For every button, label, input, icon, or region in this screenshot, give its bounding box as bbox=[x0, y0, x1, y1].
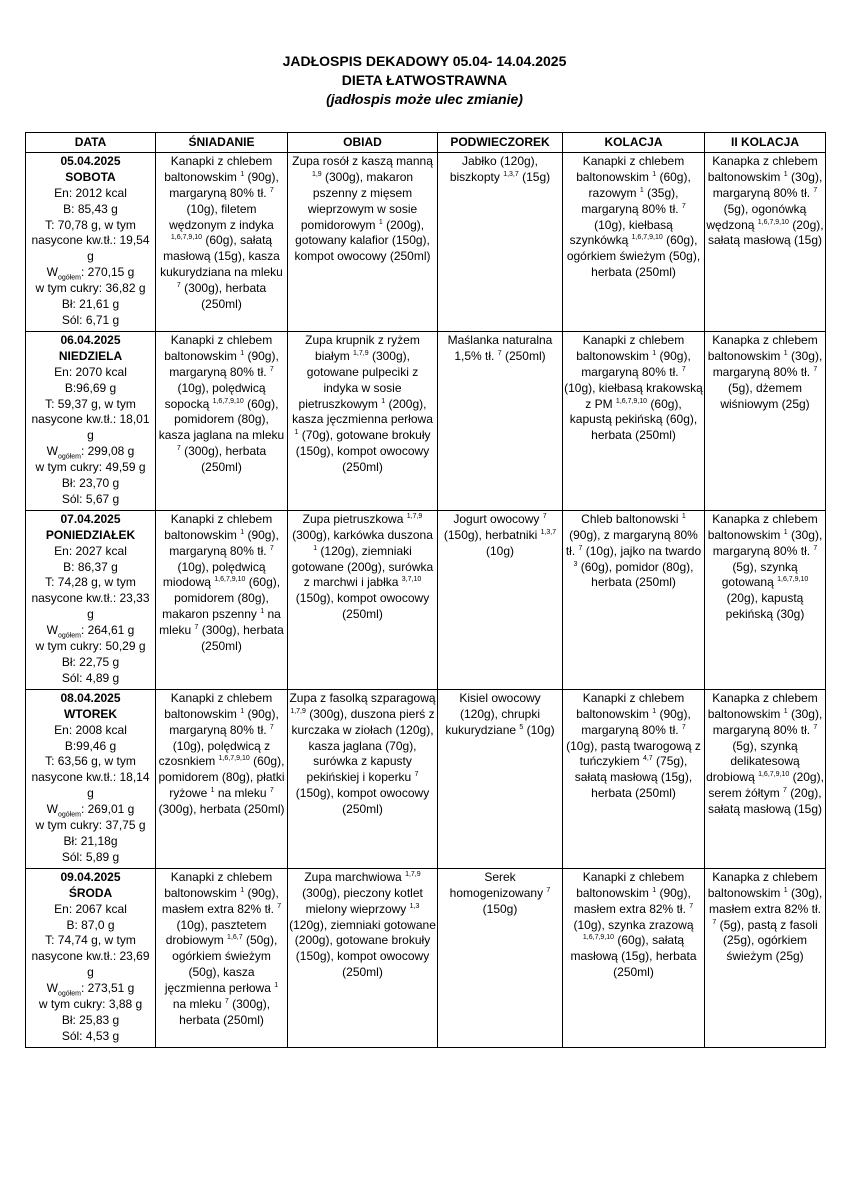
carbs-value bbox=[27, 444, 154, 460]
allergen-code: 7 bbox=[224, 998, 229, 1006]
allergen-code: 1,6,7,9,10 bbox=[214, 576, 246, 584]
allergen-code: 1 bbox=[783, 170, 788, 178]
col-header-dinner: KOLACJA bbox=[563, 133, 705, 153]
allergen-code: 1,7,9 bbox=[290, 707, 306, 715]
col-header-snack: PODWIECZOREK bbox=[438, 133, 563, 153]
carbs-value bbox=[27, 802, 154, 818]
day-summary-cell bbox=[26, 689, 156, 868]
fiber-value: Bł: 23,70 g bbox=[61, 476, 120, 491]
day-name: SOBOTA bbox=[65, 169, 116, 184]
dinner-cell: Chleb baltonowski $^1$ (90g), z margaryną 80% tł. $^7$ (10g), jajko na twardo $^3$ (60g), pomidor (80g), herbata (250ml) bbox=[563, 510, 705, 689]
sugars-value: w tym cukry: 3,88 g bbox=[38, 997, 143, 1012]
sugars-value: w tym cukry: 36,82 g bbox=[35, 281, 146, 296]
carbs-prefix: W bbox=[46, 265, 58, 280]
allergen-code: 7 bbox=[542, 512, 547, 520]
protein-value: B:96,69 g bbox=[64, 380, 117, 395]
allergen-code: 7 bbox=[813, 186, 818, 194]
protein-value: B: 85,43 g bbox=[63, 201, 118, 216]
allergen-code: 7 bbox=[269, 186, 274, 194]
allergen-code: 7 bbox=[681, 723, 686, 731]
allergen-code: 1,6,7,9,10 bbox=[777, 576, 809, 584]
allergen-code: 7 bbox=[176, 445, 181, 453]
allergen-code: 7 bbox=[497, 349, 502, 357]
fiber-value: Bł: 21,18g bbox=[63, 833, 118, 848]
fat-value: T: 74,74 g, w tym bbox=[45, 933, 136, 948]
breakfast-cell: Kanapki z chlebem baltonowskim $^1$ (90g), masłem extra 82% tł. $^7$ (10g), pasztetem drobiowym $^{1,6,7}$ (50g), ogórkiem świeżym (50g), kasza jęczmienna perłowa $^1$ na mleku $^7$ (300g), herbata (250ml) bbox=[156, 868, 288, 1047]
carbs-prefix: W bbox=[46, 623, 58, 638]
allergen-code: 7 bbox=[414, 771, 419, 779]
breakfast-cell: Kanapki z chlebem baltonowskim $^1$ (90g), margaryną 80% tł. $^7$ (10g), polędwicą miodową $^{1,6,7,9,10}$ (60g), pomidorem (80g), makaron pszenny $^1$ na mleku $^7$ (300g), herbata (250ml) bbox=[156, 510, 288, 689]
second-dinner-cell: Kanapka z chlebem baltonowskim $^1$ (30g), margaryną 80% tł. $^7$ (5g), ogonówką wędzoną $^{1,6,7,9,10}$ (20g), sałatą masłową (15g) bbox=[705, 152, 826, 331]
snack-cell: Jabłko (120g), biszkopty $^{1,3,7}$ (15g) bbox=[438, 152, 563, 331]
sugars-value: w tym cukry: 37,75 g bbox=[35, 818, 146, 833]
allergen-code: 7 bbox=[578, 544, 583, 552]
allergen-code: 1 bbox=[240, 170, 245, 178]
salt-value: Sól: 5,89 g bbox=[61, 849, 120, 864]
day-date: 08.04.2025 bbox=[60, 690, 121, 705]
salt-value: Sól: 6,71 g bbox=[61, 312, 120, 327]
day-date: 09.04.2025 bbox=[60, 869, 121, 884]
allergen-code: 1 bbox=[783, 528, 788, 536]
sugars-value: w tym cukry: 50,29 g bbox=[35, 639, 146, 654]
carbs-amount: : 270,15 g bbox=[80, 265, 135, 280]
allergen-code: 7 bbox=[269, 544, 274, 552]
allergen-code: 1 bbox=[378, 218, 383, 226]
salt-value: Sól: 4,53 g bbox=[61, 1028, 120, 1043]
allergen-code: 1 bbox=[240, 707, 245, 715]
day-name: ŚRODA bbox=[68, 885, 113, 900]
allergen-code: 1 bbox=[783, 349, 788, 357]
allergen-code: 3,7,10 bbox=[401, 576, 422, 584]
allergen-code: 1,6,7,9,10 bbox=[615, 397, 648, 405]
day-name: NIEDZIELA bbox=[58, 348, 123, 363]
carbs-subscript: ogółem bbox=[57, 453, 81, 461]
breakfast-cell: Kanapki z chlebem baltonowskim $^1$ (90g), margaryną 80% tł. $^7$ (10g), polędwicą sopocką $^{1,6,7,9,10}$ (60g), pomidorem (80g), kasza jaglana na mleku $^7$ (300g), herbata (250ml) bbox=[156, 331, 288, 510]
carbs-subscript: ogółem bbox=[57, 811, 81, 819]
allergen-code: 1 bbox=[240, 886, 245, 894]
protein-value: B: 87,0 g bbox=[66, 917, 115, 932]
sugars-value: w tym cukry: 49,59 g bbox=[35, 460, 146, 475]
carbs-amount: : 299,08 g bbox=[80, 444, 135, 459]
protein-value: B: 86,37 g bbox=[63, 559, 118, 574]
allergen-code: 1,6,7,9,10 bbox=[582, 934, 615, 942]
allergen-code: 1,3,7 bbox=[540, 528, 557, 536]
allergen-code: 7 bbox=[277, 902, 282, 910]
carbs-amount: : 273,51 g bbox=[80, 981, 135, 996]
menu-title: JADŁOSPIS DEKADOWY 05.04- 14.04.2025 bbox=[282, 53, 567, 69]
allergen-code: 1 bbox=[652, 170, 657, 178]
day-summary-cell bbox=[26, 331, 156, 510]
dinner-cell: Kanapki z chlebem baltonowskim $^1$ (60g), razowym $^1$ (35g), margaryną 80% tł. $^7$ (10g), kiełbasą szynkówką $^{1,6,7,9,10}$ (60g), ogórkiem świeżym (50g), herbata (250ml) bbox=[563, 152, 705, 331]
allergen-code: 7 bbox=[269, 723, 274, 731]
allergen-code: 5 bbox=[519, 723, 524, 731]
lunch-cell: Zupa krupnik z ryżem białym $^{1,7,9}$ (300g), gotowane pulpeciki z indyka w sosie pietruszkowym $^1$ (200g), kasza jęczmienna perłowa $^1$ (70g), gotowane brokuły (150g), kompot owocowy (250ml) bbox=[288, 331, 438, 510]
allergen-code: 3 bbox=[573, 560, 578, 568]
fiber-value: Bł: 21,61 g bbox=[61, 297, 120, 312]
carbs-subscript: ogółem bbox=[57, 632, 81, 640]
energy-value: En: 2012 kcal bbox=[54, 185, 127, 200]
snack-cell: Jogurt owocowy $^7$ (150g), herbatniki $^{1,3,7}$ (10g) bbox=[438, 510, 563, 689]
allergen-code: 7 bbox=[681, 202, 686, 210]
allergen-code: 7 bbox=[813, 365, 818, 373]
second-dinner-cell: Kanapka z chlebem baltonowskim $^1$ (30g), masłem extra 82% tł. $^7$ (5g), pastą z fasoli (25g), ogórkiem świeżym (25g) bbox=[705, 868, 826, 1047]
allergen-code: 1,7,9 bbox=[406, 512, 423, 520]
allergen-code: 1,6,7,9,10 bbox=[757, 218, 789, 226]
allergen-code: 1 bbox=[313, 544, 318, 552]
allergen-code: 1 bbox=[294, 429, 299, 437]
col-header-second-dinner: II KOLACJA bbox=[705, 133, 826, 153]
fat-value: T: 74,28 g, w tym bbox=[45, 575, 136, 590]
carbs-value bbox=[27, 265, 154, 281]
energy-value: En: 2070 kcal bbox=[54, 364, 127, 379]
carbs-prefix: W bbox=[46, 444, 58, 459]
change-note: (jadłospis może ulec zmianie) bbox=[326, 91, 523, 107]
carbs-subscript: ogółem bbox=[57, 274, 81, 282]
allergen-code: 4,7 bbox=[642, 755, 653, 763]
table-row bbox=[26, 152, 826, 331]
allergen-code: 7 bbox=[269, 787, 274, 795]
carbs-value bbox=[27, 981, 154, 997]
table-row bbox=[26, 689, 826, 868]
carbs-subscript: ogółem bbox=[57, 990, 81, 998]
salt-value: Sól: 4,89 g bbox=[61, 670, 120, 685]
fiber-value: Bł: 22,75 g bbox=[61, 655, 120, 669]
energy-value: En: 2027 kcal bbox=[54, 543, 127, 558]
allergen-code: 1 bbox=[652, 349, 657, 357]
day-name: PONIEDZIAŁEK bbox=[45, 527, 136, 542]
dinner-cell: Kanapki z chlebem baltonowskim $^1$ (90g), margaryną 80% tł. $^7$ (10g), pastą twarogową z tuńczykiem $^{4,7}$ (75g), sałatą masłową (15g), herbata (250ml) bbox=[563, 689, 705, 868]
table-row bbox=[26, 331, 826, 510]
menu-table bbox=[25, 132, 826, 1048]
energy-value: En: 2067 kcal bbox=[54, 901, 127, 916]
allergen-code: 1 bbox=[652, 707, 657, 715]
dinner-cell: Kanapki z chlebem baltonowskim $^1$ (90g), margaryną 80% tł. $^7$ (10g), kiełbasą krakowską z PM $^{1,6,7,9,10}$ (60g), kapustą pekińską (60g), herbata (250ml) bbox=[563, 331, 705, 510]
day-name: WTOREK bbox=[63, 706, 118, 721]
allergen-code: 1,6,7 bbox=[227, 934, 243, 942]
allergen-code: 7 bbox=[813, 544, 818, 552]
allergen-code: 7 bbox=[269, 365, 274, 373]
allergen-code: 1,3 bbox=[409, 902, 420, 910]
allergen-code: 1,6,7,9,10 bbox=[170, 234, 203, 242]
fat-value: T: 70,78 g, w tym bbox=[45, 217, 136, 232]
saturated-fat-value: nasycone kw.tł.: 23,33 g bbox=[31, 591, 150, 622]
allergen-code: 7 bbox=[681, 365, 686, 373]
allergen-code: 1 bbox=[274, 982, 279, 990]
allergen-code: 1,3,7 bbox=[503, 170, 519, 178]
carbs-value bbox=[27, 623, 154, 639]
allergen-code: 1,6,7,9,10 bbox=[758, 771, 790, 779]
allergen-code: 1 bbox=[240, 528, 245, 536]
snack-cell: Kisiel owocowy (120g), chrupki kukurydziane $^5$ (10g) bbox=[438, 689, 563, 868]
allergen-code: 7 bbox=[783, 787, 787, 795]
carbs-prefix: W bbox=[46, 981, 58, 996]
col-header-date: DATA bbox=[26, 133, 156, 153]
snack-cell: Serek homogenizowany $^7$ (150g) bbox=[438, 868, 563, 1047]
allergen-code: 1 bbox=[240, 349, 245, 357]
carbs-amount: : 264,61 g bbox=[80, 623, 135, 638]
day-date: 05.04.2025 bbox=[60, 153, 121, 168]
allergen-code: 1,6,7,9,10 bbox=[218, 755, 250, 763]
carbs-amount: : 269,01 g bbox=[80, 802, 135, 817]
day-summary-cell bbox=[26, 510, 156, 689]
allergen-code: 7 bbox=[546, 886, 551, 894]
day-summary-cell bbox=[26, 868, 156, 1047]
day-summary-cell bbox=[26, 152, 156, 331]
table-header-row bbox=[26, 133, 826, 153]
allergen-code: 1 bbox=[783, 886, 788, 894]
col-header-breakfast: ŚNIADANIE bbox=[156, 133, 288, 153]
allergen-code: 1 bbox=[210, 787, 215, 795]
document-header bbox=[0, 52, 849, 109]
allergen-code: 1 bbox=[783, 707, 788, 715]
saturated-fat-value: nasycone kw.tł.: 23,69 g bbox=[31, 949, 150, 980]
second-dinner-cell: Kanapka z chlebem baltonowskim $^1$ (30g), margaryną 80% tł. $^7$ (5g), dżemem wiśniowym (25g) bbox=[705, 331, 826, 510]
col-header-lunch: OBIAD bbox=[288, 133, 438, 153]
lunch-cell: Zupa rosół z kaszą manną $^{1,9}$ (300g), makaron pszenny z mięsem wieprzowym w sosie pomidorowym $^1$ (200g), gotowany kalafior (150g), kompot owocowy (250ml) bbox=[288, 152, 438, 331]
salt-value: Sól: 5,67 g bbox=[61, 491, 120, 506]
second-dinner-cell: Kanapka z chlebem baltonowskim $^1$ (30g), margaryną 80% tł. $^7$ (5g), szynką gotowaną $^{1,6,7,9,10}$ (20g), kapustą pekińską (30g) bbox=[705, 510, 826, 689]
table-row bbox=[26, 868, 826, 1047]
fat-value: T: 59,37 g, w tym bbox=[45, 396, 136, 411]
carbs-prefix: W bbox=[46, 802, 58, 817]
second-dinner-cell: Kanapka z chlebem baltonowskim $^1$ (30g), margaryną 80% tł. $^7$ (5g), szynką delikatesową drobiową $^{1,6,7,9,10}$ (20g), serem żółtym $^7$ (20g), sałatą masłową (15g) bbox=[705, 689, 826, 868]
day-date: 07.04.2025 bbox=[60, 511, 121, 526]
table-row bbox=[26, 510, 826, 689]
lunch-cell: Zupa marchwiowa $^{1,7,9}$ (300g), pieczony kotlet mielony wieprzowy $^{1,3}$ (120g), ziemniaki gotowane (200g), gotowane brokuły (150g), kompot owocowy (250ml) bbox=[288, 868, 438, 1047]
allergen-code: 1,6,7,9,10 bbox=[631, 234, 663, 242]
allergen-code: 1 bbox=[260, 608, 265, 616]
allergen-code: 7 bbox=[176, 282, 181, 290]
allergen-code: 7 bbox=[689, 902, 694, 910]
allergen-code: 1,7,9 bbox=[353, 349, 369, 357]
energy-value: En: 2008 kcal bbox=[54, 722, 127, 737]
allergen-code: 7 bbox=[813, 723, 818, 731]
saturated-fat-value: nasycone kw.tł.: 18,14 g bbox=[31, 770, 150, 801]
allergen-code: 1,9 bbox=[311, 170, 322, 178]
allergen-code: 7 bbox=[194, 624, 199, 632]
lunch-cell: Zupa z fasolką szparagową $^{1,7,9}$ (300g), duszona pierś z kurczaka w ziołach (120g), kasza jaglana (70g), surówka z kapusty pekińskiej i koperku $^7$ (150g), kompot owocowy (250ml) bbox=[288, 689, 438, 868]
allergen-code: 1,7,9 bbox=[405, 870, 421, 878]
allergen-code: 1 bbox=[381, 397, 386, 405]
saturated-fat-value: nasycone kw.tł.: 19,54 g bbox=[31, 233, 150, 264]
fat-value: T: 63,56 g, w tym bbox=[45, 754, 136, 769]
allergen-code: 1 bbox=[639, 186, 644, 194]
diet-name: DIETA ŁATWOSTRAWNA bbox=[341, 72, 508, 88]
dinner-cell: Kanapki z chlebem baltonowskim $^1$ (90g), masłem extra 82% tł. $^7$ (10g), szynka zrazową $^{1,6,7,9,10}$ (60g), sałatą masłową (15g), herbata (250ml) bbox=[563, 868, 705, 1047]
protein-value: B:99,46 g bbox=[64, 738, 117, 753]
day-date: 06.04.2025 bbox=[60, 332, 121, 347]
allergen-code: 1 bbox=[652, 886, 657, 894]
allergen-code: 7 bbox=[712, 918, 717, 926]
fiber-value: Bł: 25,83 g bbox=[61, 1012, 120, 1027]
allergen-code: 1,6,7,9,10 bbox=[212, 397, 244, 405]
breakfast-cell: Kanapki z chlebem baltonowskim $^1$ (90g), margaryną 80% tł. $^7$ (10g), filetem wędzonym z indyka $^{1,6,7,9,10}$ (60g), sałatą masłową (15g), kasza kukurydziana na mleku $^7$ (300g), herbata (250ml) bbox=[156, 152, 288, 331]
saturated-fat-value: nasycone kw.tł.: 18,01 g bbox=[31, 412, 150, 443]
breakfast-cell: Kanapki z chlebem baltonowskim $^1$ (90g), margaryną 80% tł. $^7$ (10g), polędwicą z czosnkiem $^{1,6,7,9,10}$ (60g), pomidorem (80g), płatki ryżowe $^1$ na mleku $^7$ (300g), herbata (250ml) bbox=[156, 689, 288, 868]
allergen-code: 1 bbox=[681, 512, 686, 520]
snack-cell: Maślanka naturalna 1,5% tł. $^7$ (250ml) bbox=[438, 331, 563, 510]
lunch-cell: Zupa pietruszkowa $^{1,7,9}$ (300g), karkówka duszona $^1$ (120g), ziemniaki gotowane (200g), surówka z marchwi i jabłka $^{3,7,10}$ (150g), kompot owocowy (250ml) bbox=[288, 510, 438, 689]
